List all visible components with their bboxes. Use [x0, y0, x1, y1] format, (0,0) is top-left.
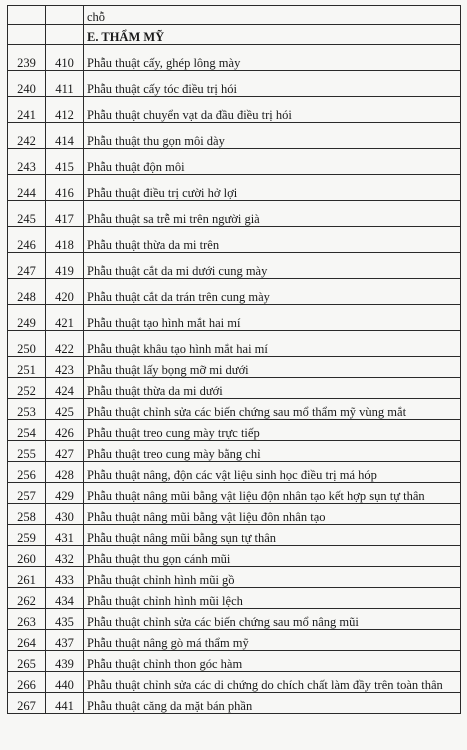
table-row [8, 71, 461, 97]
procedure-name: Phẫu thuật thu gọn môi dày [84, 123, 461, 149]
procedure-code: 424 [46, 378, 84, 399]
row-index: 240 [8, 71, 46, 97]
row-index: 252 [8, 378, 46, 399]
row-index: 263 [8, 609, 46, 630]
empty-cell [46, 6, 84, 25]
procedure-name: Phẫu thuật sa trễ mi trên người già [84, 201, 461, 227]
table-row [8, 525, 461, 546]
row-index: 253 [8, 399, 46, 420]
procedure-code: 437 [46, 630, 84, 651]
table-row [8, 399, 461, 420]
row-index: 246 [8, 227, 46, 253]
procedure-name: Phẫu thuật chỉnh hình mũi lệch [84, 588, 461, 609]
table-row [8, 462, 461, 483]
row-index: 262 [8, 588, 46, 609]
row-index: 245 [8, 201, 46, 227]
procedure-name: Phẫu thuật thu gọn cánh mũi [84, 546, 461, 567]
procedure-name: Phẫu thuật lấy bọng mỡ mi dưới [84, 357, 461, 378]
procedure-name: Phẫu thuật điều trị cười hở lợi [84, 175, 461, 201]
procedure-name: Phẫu thuật chỉnh sửa các di chứng do chích chất làm đầy trên toàn thân [84, 672, 461, 693]
row-index: 247 [8, 253, 46, 279]
procedure-code: 421 [46, 305, 84, 331]
procedure-code: 428 [46, 462, 84, 483]
table-row [8, 331, 461, 357]
procedure-code: 440 [46, 672, 84, 693]
table-row [8, 651, 461, 672]
row-index: 239 [8, 45, 46, 71]
procedure-code: 431 [46, 525, 84, 546]
table-row [8, 609, 461, 630]
procedure-name: Phẫu thuật cấy, ghép lông mày [84, 45, 461, 71]
procedure-code: 419 [46, 253, 84, 279]
table-row [8, 227, 461, 253]
row-index: 256 [8, 462, 46, 483]
table-row [8, 378, 461, 399]
procedure-code: 434 [46, 588, 84, 609]
procedure-code: 412 [46, 97, 84, 123]
procedure-code: 429 [46, 483, 84, 504]
procedure-code: 420 [46, 279, 84, 305]
procedure-code: 417 [46, 201, 84, 227]
continuation-text: chỗ [84, 6, 461, 25]
row-index: 257 [8, 483, 46, 504]
procedure-name: Phẫu thuật cắt da trán trên cung mày [84, 279, 461, 305]
procedure-code: 415 [46, 149, 84, 175]
continuation-row [8, 6, 461, 25]
row-index: 259 [8, 525, 46, 546]
procedure-code: 433 [46, 567, 84, 588]
procedure-name: Phẫu thuật treo cung mày trực tiếp [84, 420, 461, 441]
row-index: 248 [8, 279, 46, 305]
procedure-name: Phẫu thuật thừa da mi trên [84, 227, 461, 253]
procedure-name: Phẫu thuật căng da mặt bán phần [84, 693, 461, 714]
row-index: 264 [8, 630, 46, 651]
row-index: 254 [8, 420, 46, 441]
procedure-code: 411 [46, 71, 84, 97]
procedure-code: 430 [46, 504, 84, 525]
procedure-code: 427 [46, 441, 84, 462]
table-row [8, 97, 461, 123]
section-title: E. THẨM MỸ [84, 25, 461, 45]
procedure-name: Phẫu thuật treo cung mày bằng chỉ [84, 441, 461, 462]
procedure-name: Phẫu thuật chỉnh hình mũi gồ [84, 567, 461, 588]
table-row [8, 175, 461, 201]
procedure-code: 435 [46, 609, 84, 630]
procedure-name: Phẫu thuật tạo hình mắt hai mí [84, 305, 461, 331]
procedure-name: Phẫu thuật thừa da mi dưới [84, 378, 461, 399]
procedure-name: Phẫu thuật cắt da mi dưới cung mày [84, 253, 461, 279]
procedure-table-body [8, 6, 461, 714]
procedure-code: 410 [46, 45, 84, 71]
section-row [8, 25, 461, 45]
row-index: 244 [8, 175, 46, 201]
empty-cell [46, 25, 84, 45]
table-row [8, 483, 461, 504]
table-row [8, 420, 461, 441]
procedure-name: Phẫu thuật chuyển vạt da đầu điều trị hói [84, 97, 461, 123]
empty-cell [8, 25, 46, 45]
row-index: 242 [8, 123, 46, 149]
procedure-name: Phẫu thuật nâng mũi bằng vật liệu độn nhân tạo kết hợp sụn tự thân [84, 483, 461, 504]
table-row [8, 693, 461, 714]
table-row [8, 504, 461, 525]
procedure-name: Phẫu thuật độn môi [84, 149, 461, 175]
procedure-name: Phẫu thuật nâng mũi bằng sụn tự thân [84, 525, 461, 546]
row-index: 260 [8, 546, 46, 567]
procedure-code: 439 [46, 651, 84, 672]
table-row [8, 546, 461, 567]
table-row [8, 441, 461, 462]
procedure-code: 414 [46, 123, 84, 149]
table-row [8, 253, 461, 279]
procedure-name: Phẫu thuật nâng gò má thẩm mỹ [84, 630, 461, 651]
table-row [8, 357, 461, 378]
row-index: 267 [8, 693, 46, 714]
empty-cell [8, 6, 46, 25]
procedure-code: 426 [46, 420, 84, 441]
row-index: 251 [8, 357, 46, 378]
table-row [8, 567, 461, 588]
row-index: 255 [8, 441, 46, 462]
table-row [8, 630, 461, 651]
row-index: 266 [8, 672, 46, 693]
procedure-name: Phẫu thuật chỉnh sửa các biến chứng sau mổ thẩm mỹ vùng mắt [84, 399, 461, 420]
row-index: 258 [8, 504, 46, 525]
procedure-code: 425 [46, 399, 84, 420]
table-row [8, 305, 461, 331]
procedure-code: 441 [46, 693, 84, 714]
table-row [8, 45, 461, 71]
procedure-name: Phẫu thuật chỉnh sửa các biến chứng sau mổ nâng mũi [84, 609, 461, 630]
procedure-code: 423 [46, 357, 84, 378]
table-row [8, 123, 461, 149]
table-row [8, 201, 461, 227]
procedure-name: Phẫu thuật cấy tóc điều trị hói [84, 71, 461, 97]
procedure-code: 416 [46, 175, 84, 201]
procedure-name: Phẫu thuật chỉnh thon góc hàm [84, 651, 461, 672]
row-index: 250 [8, 331, 46, 357]
table-row [8, 672, 461, 693]
procedure-name: Phẫu thuật nâng mũi bằng vật liệu đôn nhân tạo [84, 504, 461, 525]
row-index: 249 [8, 305, 46, 331]
row-index: 261 [8, 567, 46, 588]
table-row [8, 149, 461, 175]
procedure-code: 422 [46, 331, 84, 357]
procedure-name: Phẫu thuật nâng, độn các vật liệu sinh học điều trị má hóp [84, 462, 461, 483]
row-index: 265 [8, 651, 46, 672]
procedure-code: 432 [46, 546, 84, 567]
procedure-table [7, 5, 461, 714]
procedure-code: 418 [46, 227, 84, 253]
row-index: 243 [8, 149, 46, 175]
procedure-name: Phẫu thuật khâu tạo hình mắt hai mí [84, 331, 461, 357]
row-index: 241 [8, 97, 46, 123]
table-row [8, 279, 461, 305]
table-row [8, 588, 461, 609]
